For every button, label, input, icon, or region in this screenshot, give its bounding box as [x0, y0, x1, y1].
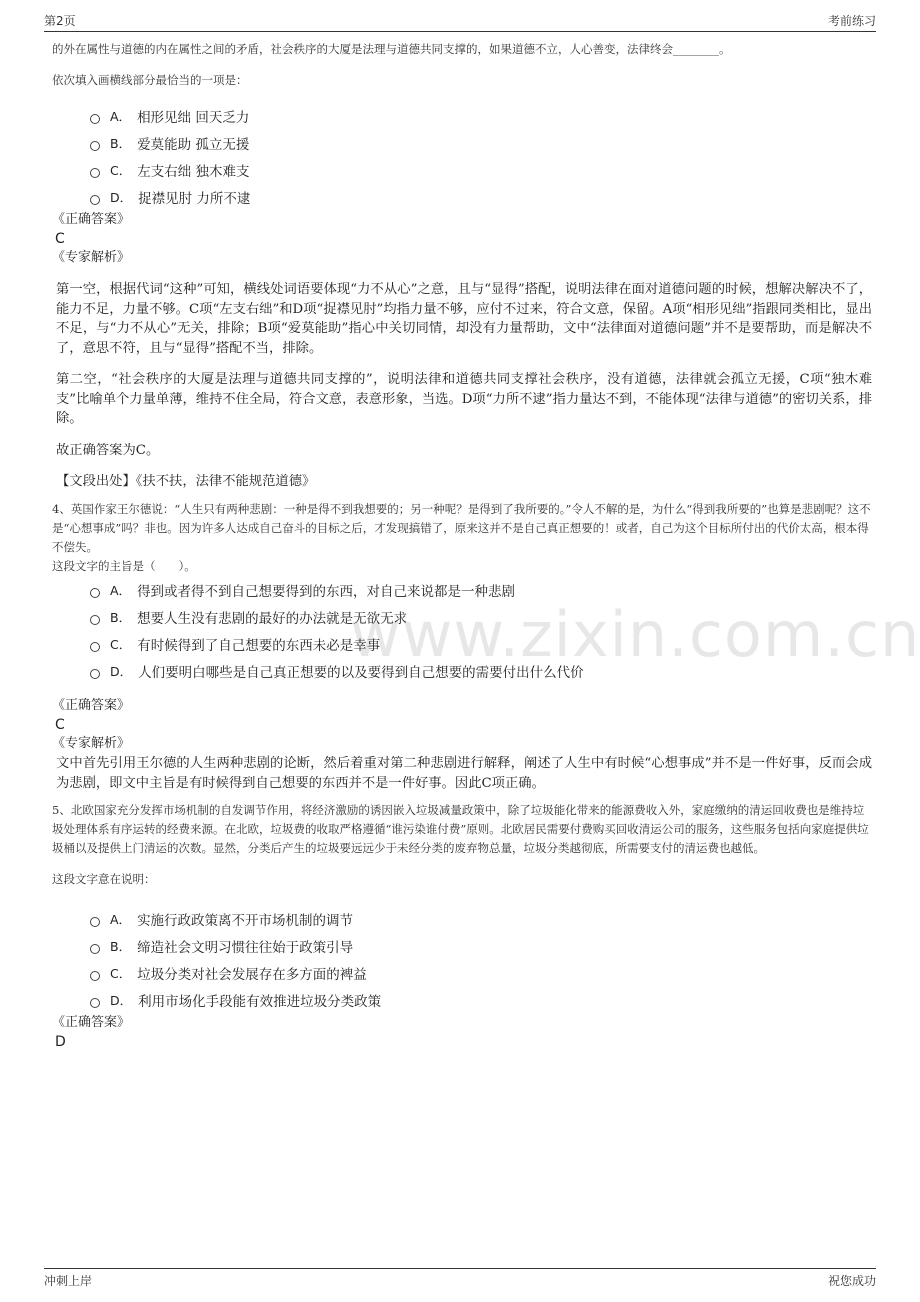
- footer-right: 祝您成功: [827, 1274, 876, 1288]
- q5-answer-label: 《正确答案》: [52, 1015, 131, 1030]
- page-header: [44, 12, 876, 32]
- radio-button[interactable]: [90, 642, 100, 652]
- q5-option-b[interactable]: B． 缔造社会文明习惯往往始于政策引导: [90, 932, 872, 959]
- q5-answer: D: [55, 1034, 66, 1050]
- q3-answer-label: 《正确答案》: [52, 212, 131, 227]
- q5-options: [90, 905, 872, 1013]
- radio-button[interactable]: [90, 669, 100, 679]
- watermark: www.zixin.com.cn: [350, 598, 920, 671]
- q4-option-c[interactable]: C． 有时候得到了自己想要的东西未必是幸事: [90, 630, 872, 657]
- radio-button[interactable]: [90, 195, 100, 205]
- q4-analysis: 文中首先引用王尔德的人生两种悲剧的论断，然后着重对第二种悲剧进行解释，阐述了人生中有时候“心想事成”并不是一件好事，反而会成为悲剧，即文中主旨是有时候得到自己想要的东西并不是一件好事。因此C项正确。: [56, 756, 872, 791]
- radio-button[interactable]: [90, 971, 100, 981]
- q5-stem: 5、北欧国家充分发挥市场机制的自发调节作用，将经济激励的诱因嵌入垃圾减量政策中，除了垃圾能化带来的能源费收入外，家庭缴纳的清运回收费也是维持垃圾处理体系有序运转的经费来源。在北欧，垃圾费的收取严格遵循“谁污染谁付费”原则。北欧居民需要付费购买回收清运公司的服务，这些服务包括向家庭提供垃圾桶以及提供上门清运的次数。显然，分类后产生的垃圾要远远少于未经分类的废弃物总量，垃圾分类越彻底，所需要支付的清运费也越低。: [52, 803, 869, 855]
- q3-option-d[interactable]: D． 捉襟见肘 力所不逮: [90, 183, 872, 210]
- radio-button[interactable]: [90, 114, 100, 124]
- radio-button[interactable]: [90, 917, 100, 927]
- q3-analysis-label: 《专家解析》: [52, 250, 131, 265]
- q3-options: [90, 102, 872, 210]
- q5-option-a[interactable]: A． 实施行政政策离不开市场机制的调节: [90, 905, 872, 932]
- q3-option-b[interactable]: B． 爱莫能助 孤立无援: [90, 129, 872, 156]
- radio-button[interactable]: [90, 944, 100, 954]
- q3-prompt: 依次填入画横线部分最恰当的一项是：: [52, 73, 248, 87]
- q3-analysis-paragraph: 第一空，根据代词“这种”可知，横线处词语要体现“力不从心”之意，且与“显得”搭配，说明法律在面对道德问题的时候，想解决解决不了，能力不足，力量不够。C项“左支右绌”和D项“捉襟见肘”均指力量不够，应付不过来，符合文意，保留。A项“相形见绌”指跟同类相比，显出不足，与“力不从心”无关，排除；B项“爱莫能助”指心中关切同情，却没有力量帮助，文中“法律面对道德问题”并不是要帮助，而是解决不了，意思不符，且与“显得”搭配不当，排除。: [56, 282, 872, 356]
- q3-answer: C: [55, 231, 65, 247]
- q4-answer-label: 《正确答案》: [52, 698, 131, 713]
- q3-option-a[interactable]: A． 相形见绌 回天乏力: [90, 102, 872, 129]
- q4-option-b[interactable]: B． 想要人生没有悲剧的最好的办法就是无欲无求: [90, 603, 872, 630]
- header-title: 考前练习: [827, 14, 876, 28]
- q4-analysis-label: 《专家解析》: [52, 736, 131, 751]
- q3-stem-tail: 的外在属性与道德的内在属性之间的矛盾，社会秩序的大厦是法理与道德共同支撑的，如果道德不立，人心善变，法律终会________。: [52, 42, 731, 56]
- footer-left: 冲刺上岸: [44, 1274, 93, 1288]
- q5-option-d[interactable]: D． 利用市场化手段能有效推进垃圾分类政策: [90, 986, 872, 1013]
- page-content: [52, 40, 872, 1051]
- radio-button[interactable]: [90, 615, 100, 625]
- q3-conclusion: 故正确答案为C。: [56, 442, 160, 458]
- q4-options: [90, 576, 872, 684]
- page-footer: [44, 1268, 876, 1289]
- q4-answer: C: [55, 717, 65, 733]
- q4-prompt: 这段文字的主旨是（ ）。: [52, 559, 196, 573]
- radio-button[interactable]: [90, 168, 100, 178]
- q4-option-a[interactable]: A． 得到或者得不到自己想要得到的东西，对自己来说都是一种悲剧: [90, 576, 872, 603]
- q3-option-c[interactable]: C． 左支右绌 独木难支: [90, 156, 872, 183]
- q5-option-c[interactable]: C． 垃圾分类对社会发展存在多方面的裨益: [90, 959, 872, 986]
- q3-analysis-paragraph: 第二空，“社会秩序的大厦是法理与道德共同支撑的”，说明法律和道德共同支撑社会秩序，没有道德，法律就会孤立无援，C项“独木难支”比喻单个力量单薄，维持不住全局，符合文意，表意形象，当选。D项“力所不逮”指力量达不到，不能体现“法律与道德”的密切关系，排除。: [56, 372, 872, 426]
- radio-button[interactable]: [90, 998, 100, 1008]
- q4-option-d[interactable]: D． 人们要明白哪些是自己真正想要的以及要得到自己想要的需要付出什么代价: [90, 657, 872, 684]
- radio-button[interactable]: [90, 588, 100, 598]
- q4-stem: 4、英国作家王尔德说：“人生只有两种悲剧：一种是得不到我想要的；另一种呢？是得到了我所要的。”令人不解的是，为什么“得到我所要的”也算是悲剧呢？这不是“心想事成”吗？非也。因为许多人达成自己奋斗的目标之后，才发现搞错了，原来这并不是自己真正想要的！或者，自己为这个目标所付出的代价太高，根本得不偿失。: [52, 502, 871, 554]
- page-number: 第2页: [44, 14, 76, 28]
- radio-button[interactable]: [90, 141, 100, 151]
- q3-source: 【文段出处】《扶不扶，法律不能规范道德》: [56, 474, 316, 489]
- q5-prompt: 这段文字意在说明：: [52, 872, 156, 886]
